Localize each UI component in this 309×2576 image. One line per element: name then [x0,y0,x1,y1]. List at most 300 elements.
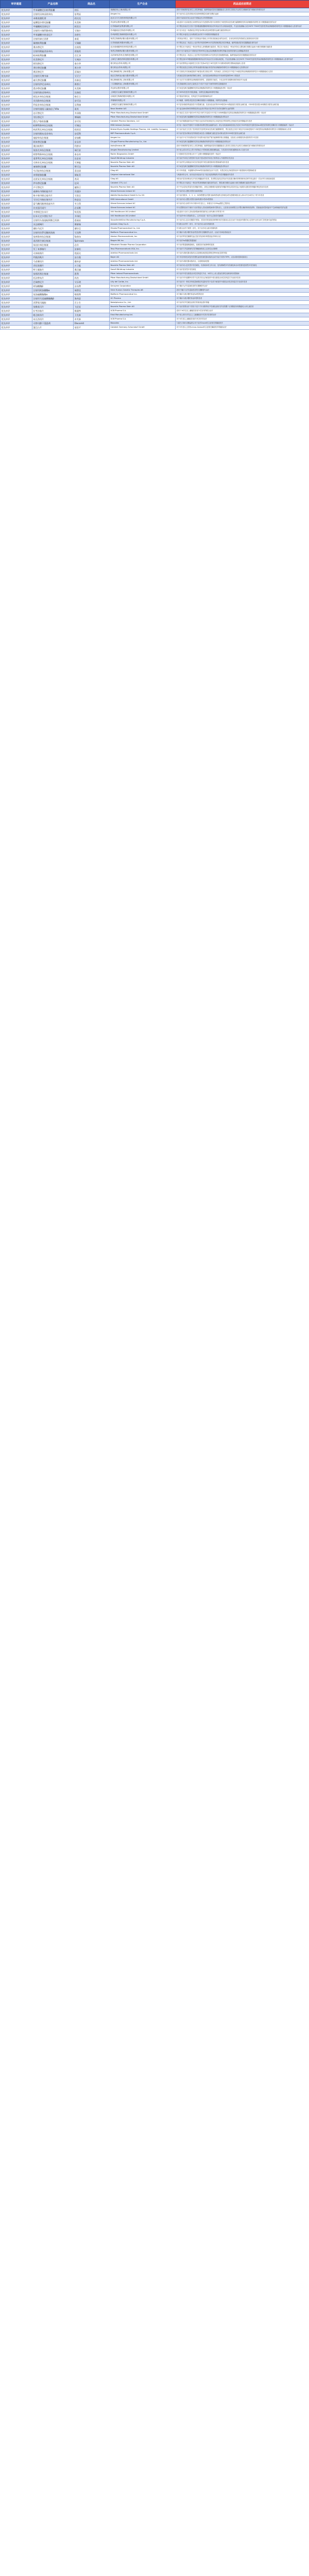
cell-manufacturer: Alexion Pharmaceuticals, Inc. [110,235,176,239]
table-row [1,177,309,181]
cell-description: 用于治疗对一种或多种改善病情抗风湿药疗效不佳或不耐受的中重度活动性类风湿关节炎成年患者 [176,280,309,284]
cell-brand: 韦立得 [74,202,110,206]
table-row [1,313,309,317]
table-row [1,74,309,78]
cell-category: 优先审评 [1,173,32,177]
table-row [1,181,309,185]
cell-brand: 安泰坦 [74,247,110,251]
cell-product: 托法替布片 [32,276,74,280]
cell-brand: 贝美纳 [74,87,110,91]
table-row [1,66,309,70]
cell-manufacturer: 再鼎医药(上海)有限公司 [110,8,176,12]
cell-category: 优先审评 [1,190,32,194]
table-row [1,309,309,313]
table-row [1,165,309,169]
table-row [1,264,309,268]
cell-description: 本品适用于此前接受过克唑替尼治疗后进展的或者对克唑替尼不耐受的间变性淋巴瘤激酶阳性的局部晚期或转移性非小细胞肺癌患者的治疗 [176,21,309,25]
cell-brand: 泽普生 [74,33,110,37]
cell-product: 注射用贝林妥欧单抗 [32,12,74,16]
table-row [1,103,309,107]
cell-product: 来那度胺胶囊 [32,173,74,177]
table-row [1,33,309,37]
cell-manufacturer: UCB Pharma S.A. [110,317,176,321]
cell-manufacturer: 基石药业(苏州)有限公司 [110,62,176,66]
cell-category: 优先审评 [1,120,32,124]
cell-category: 优先审评 [1,66,32,70]
cell-manufacturer: 前沿生物药业(南京)股份有限公司 [110,74,176,78]
header-row [1,1,309,8]
cell-manufacturer: Cilag AG [110,177,176,181]
cell-description: 用于治疗雄激素剥夺治疗失败后无症状或有轻微症状且未接受化疗的转移性去势抵抗性前列腺癌成年患者 [176,120,309,124]
cell-description: 适用于至少接受过2个系统化疗的HER2过表达局部晚期或转移性胃癌(包括胃食管结合部腺癌)的患者 [176,49,309,54]
cell-category: 优先审评 [1,54,32,58]
table-row [1,49,309,54]
cell-product: 纳武利尤单抗注射液 [32,128,74,132]
cell-product: 利妥昔单抗注射液 [32,103,74,107]
table-row [1,16,309,21]
table-row [1,12,309,16]
table-row [1,62,309,66]
cell-product: 诺西那生钠注射液 [32,239,74,243]
cell-category: 优先审评 [1,321,32,326]
cell-category: 优先审评 [1,21,32,25]
table-row [1,276,309,280]
cell-brand: 沃瑞沙 [74,70,110,74]
cell-manufacturer: Catalent Germany Schorndorf GmbH [110,326,176,330]
table-row [1,218,309,223]
cell-product: 司来帕格片 [32,251,74,256]
table-row [1,82,309,87]
cell-brand: 可瑞达 [74,124,110,128]
cell-description: 适用于确诊为法布雷病患者的长期酶替代治疗 [176,289,309,293]
cell-description: 用于治疗不可手术切除或者手术切除可能导致严重功能障碍的骨巨细胞瘤，包括成人和骨骼发育成熟的青少年患者 [176,136,309,140]
cell-product: 注射用维布妥昔单抗 [32,132,74,136]
cell-product: 依洛尤单抗注射液 [32,148,74,152]
cell-brand: 安加维 [74,136,110,140]
table-row [1,161,309,165]
cell-category: 优先审评 [1,297,32,301]
cell-description: 用于既往至少接受过一种治疗的套细胞淋巴瘤患者的治疗，慢性淋巴细胞白血病/小淋巴细胞淋巴瘤患者的治疗 [176,181,309,185]
cell-manufacturer: Teva Pharmaceuticals USA, Inc. [110,247,176,251]
table-row [1,169,309,173]
cell-product: 德拉马尼片 [32,227,74,231]
cell-brand: 卓芙泰 [74,317,110,321]
cell-description: 与卡铂和依托泊苷联合用于广泛期小细胞肺癌患者的一线治疗 [176,152,309,157]
cell-brand: 泰吉华 [74,62,110,66]
cell-brand: 多伟托 [74,214,110,218]
cell-brand: 安可坦 [74,120,110,124]
cell-description: 与氯巴占和丙戊酸盐联合用于治疗Dravet综合征相关的癫痫发作 [176,321,309,326]
cell-product: 富马酸丙酚替诺福韦片 [32,202,74,206]
cell-product: 赛沃替尼片 [32,70,74,74]
cell-manufacturer: BioMarin Pharmaceutical Inc. [110,231,176,235]
cell-manufacturer: Eisai Manufacturing Ltd. [110,313,176,317]
cell-category: 优先审评 [1,181,32,185]
cell-product: 西尼莫德片 [32,264,74,268]
cell-brand: 海芮思 [74,297,110,301]
table-row [1,268,309,272]
cell-manufacturer: ViiV Healthcare UK Limited [110,214,176,218]
cell-manufacturer: Novartis Pharma Stein AG [110,185,176,190]
cell-description: 用于既往至少接受过一种治疗的成人套细胞淋巴瘤患者，既往至少接受过一种治疗的成人慢性淋巴细胞白血病/小淋巴细胞淋巴瘤患者 [176,45,309,49]
cell-product: 甲磺酸阿美替尼片 [32,25,74,29]
cell-category: 优先审评 [1,276,32,280]
cell-brand: 法布赞 [74,284,110,289]
cell-brand: 宜诺凯 [74,45,110,49]
cell-description: 用于术后持续性或复发性慢性血栓栓塞性肺动脉高压或不能手术的CTEPH，以及动脉性肺动脉高压 [176,256,309,260]
cell-product: 氟唑帕利胶囊 [32,41,74,45]
cell-description: 用于4岁及以上癫痫患者部分性发作的治疗 [176,317,309,321]
cell-manufacturer: Biogen MA Inc. [110,239,176,243]
cell-manufacturer: Sanofi Winthrop Industrie [110,268,176,272]
cell-category: 优先审评 [1,223,32,227]
cell-manufacturer: 荣昌生物制药(烟台)股份有限公司 [110,49,176,54]
cell-product: 拉米夫定多替拉韦片 [32,214,74,218]
table-row [1,214,309,218]
cell-description: 用于间变性淋巴瘤激酶阳性的局部晚期或转移性的非小细胞肺癌患者的治疗 [176,140,309,144]
cell-product: 比克恩丙诺片 [32,206,74,210]
table-body [1,8,309,330]
cell-brand: Spinraza [74,239,110,243]
cell-brand: 贝美纳 [74,21,110,25]
cell-product: 氯巴占片 [32,326,74,330]
cell-category: 优先审评 [1,115,32,120]
cell-brand: 斯耐瑞 [74,223,110,227]
cell-description: 用于治疗肌萎缩侧索硬化，延缓患者功能障碍的进展 [176,243,309,247]
cell-product: 地舒单抗注射液 [32,136,74,140]
cell-category: 优先审评 [1,202,32,206]
cell-description: 用于治疗符合系统治疗或光疗指征的中度至重度斑块状银屑病的成年患者 [176,161,309,165]
table-row [1,223,309,227]
cell-category: 优先审评 [1,103,32,107]
table-row [1,256,309,260]
cell-category: 优先审评 [1,33,32,37]
cell-description: 用于晚期、转移性或复发性非鳞状细胞非小细胞肺癌，转移性结直肠癌 [176,99,309,103]
cell-brand: 傲朴舒 [74,260,110,264]
cell-category: 优先审评 [1,198,32,202]
cell-brand: 绥美凯 [74,210,110,214]
cell-category: 优先审评 [1,247,32,251]
cell-brand: 艾而赞 [74,231,110,235]
cell-product: 奥布替尼片 [32,45,74,49]
cell-manufacturer: Gilead Sciences Ireland UC [110,206,176,210]
cell-description: 适用于局部治疗成人轻至中度稳定性寻常型银屑病 [176,16,309,21]
cell-description: 适用于铂敏感的复发性上皮性卵巢癌、输卵管癌或原发性腹膜癌成人患者在含铂化疗达到完全缓解或部分缓解后的维持治疗 [176,144,309,148]
cell-product: 注射用拉罗尼酶浓溶液 [32,231,74,235]
cell-brand: 飞尼妥 [74,305,110,309]
cell-manufacturer: Catalent CTS, LLC [110,181,176,185]
cell-manufacturer: 上海艾力斯医药科技股份有限公司 [110,58,176,62]
cell-manufacturer: Roche Diagnostics GmbH [110,152,176,157]
cell-manufacturer: BSP Pharmaceuticals S.p.A. [110,132,176,136]
cell-category: 优先审评 [1,210,32,214]
cell-product: 阿达木单抗注射液 [32,95,74,99]
cell-brand: 诺其 [74,107,110,111]
cell-manufacturer: Novartis Pharma Stein AG [110,161,176,165]
cell-product: 本维莫德乳膏 [32,16,74,21]
table-row [1,132,309,136]
cell-description: 用于治疗成人复发或难治性前体B细胞急性淋巴细胞白血病 [176,12,309,16]
cell-product: 特立氟胺片 [32,268,74,272]
cell-description: 用于治疗与亨廷顿病有关的舞蹈病和成人迟发性运动障碍 [176,247,309,251]
cell-manufacturer: 北京文丰天济医药科技有限公司 [110,16,176,21]
cell-category: 优先审评 [1,264,32,268]
cell-manufacturer: 苏州盛迪亚生物医药有限公司 [110,29,176,33]
table-row [1,21,309,25]
cell-manufacturer: Genzyme Corporation [110,284,176,289]
cell-description: 用于治疗动脉性肺动脉高压以延缓疾病进展及降低因PAH而住院的风险 [176,251,309,256]
cell-manufacturer: 和记黄埔医药(上海)有限公司 [110,70,176,74]
header-brand: 商品名 [74,1,110,8]
cell-description: 用于既往经表皮生长因子受体酪氨酸激酶抑制剂治疗时或治疗后出现疾病进展，并且经检测确认存在EGFR T790M突变阳性的局部晚期或转移性非小细胞肺癌成人患者的治疗 [176,25,309,29]
table-row [1,317,309,321]
cell-description: 用于治疗成人复杂性腹腔内感染、医院获得性肺炎和呼吸机相关性肺炎以及在治疗方案选择有限的成人患者中治疗由革兰阴性菌引起的感染 [176,218,309,223]
table-row [1,185,309,190]
cell-description: 用于至少经过二线系统化疗的复发或难治性经典型霍奇金淋巴瘤患者的治疗 [176,29,309,33]
table-row [1,227,309,231]
cell-category: 优先审评 [1,305,32,309]
cell-brand: 艾瑞颐 [74,41,110,45]
cell-manufacturer: Pfizer Manufacturing Deutschland GmbH [110,111,176,115]
cell-brand: 则乐 [74,8,110,12]
cell-manufacturer: Amgen Inc. [110,136,176,140]
table-row [1,124,309,128]
cell-product: 伏美替尼片 [32,58,74,62]
table-row [1,210,309,214]
cell-manufacturer: Celgene International Sàrl [110,173,176,177]
table-row [1,115,309,120]
cell-product: 利奥西呱片 [32,256,74,260]
cell-category: 优先审评 [1,260,32,264]
cell-description: 用于无法手术切除的局部晚期或转移性、进展期非功能性、分化良好的非胰腺来源的神经内分泌瘤 [176,78,309,82]
cell-product: 阿加糖酶β [32,284,74,289]
table-row [1,289,309,293]
cell-brand: 安圣莎 [74,140,110,144]
cell-category: 优先审评 [1,177,32,181]
cell-description: 用于成人或12岁以上青少年的纯合子型家族性高胆固醇血症，与饮食疗法和其他降低LDL-C治疗合用 [176,148,309,152]
cell-description: 用于确诊为黏多糖贮积症I型患者的长期酶替代治疗，以治疗非神经系统症状 [176,231,309,235]
table-row [1,206,309,210]
cell-category: 优先审评 [1,70,32,74]
cell-product: 多替阿巴拉米片 [32,210,74,214]
table-row [1,284,309,289]
cell-category: 优先审评 [1,157,32,161]
cell-brand: 兆珂 [74,177,110,181]
cell-brand: 赛普汀 [74,82,110,87]
cell-category: 优先审评 [1,37,32,41]
cell-manufacturer: Sanofi Winthrop Industrie [110,157,176,161]
cell-category: 优先审评 [1,25,32,29]
cell-manufacturer: Bayer AG [110,256,176,260]
page [0,0,309,330]
cell-manufacturer: AstraZeneca AB [110,144,176,148]
cell-product: 奥拉帕利片 [32,144,74,148]
cell-category: 优先审评 [1,239,32,243]
cell-brand: 欣比克 [74,16,110,21]
cell-product: 拉考沙胺片 [32,309,74,313]
cell-manufacturer: AbbVie Deutschland GmbH & Co. KG [110,194,176,198]
table-row [1,29,309,33]
cell-category: 优先审评 [1,12,32,16]
table-row [1,260,309,264]
cell-description: 用于既往接受过含铂化疗的转染重排基因融合阳性的局部晚期或转移性非小细胞肺癌成人患者的治疗 [176,66,309,70]
cell-category: 优先审评 [1,8,32,12]
cell-category: 优先审评 [1,313,32,317]
cell-manufacturer: Novartis Pharma Stein AG [110,165,176,169]
cell-description: 与地塞米松合用，治疗此前未经治疗且不适合接受移植的多发性骨髓瘤成年患者 [176,173,309,177]
cell-brand: Diacomit [74,321,110,326]
cell-manufacturer: Gilead Sciences Ireland UC [110,190,176,194]
table-row [1,157,309,161]
cell-manufacturer: 贝达药业股份有限公司 [110,21,176,25]
table-row [1,41,309,45]
cell-description: 用于治疗阵发性睡眠性血红蛋白尿症和非典型溶血尿毒综合征 [176,235,309,239]
cell-brand: 艾瑞卡 [74,29,110,33]
table-row [1,136,309,140]
cell-brand: 瑞复美 [74,173,110,177]
cell-manufacturer: MSD Ireland (Carlow) [110,124,176,128]
cell-category: 优先审评 [1,169,32,173]
cell-description: 用于既往未接受过全身系统性治疗的不可切除肝细胞癌患者 [176,33,309,37]
table-row [1,251,309,256]
cell-description: 用于既往经EGFR酪氨酸激酶抑制剂治疗时或治疗后出现疾病进展，并且经检测确认存在EGFR T790M突变阳性的局部晚期或转移性非小细胞肺癌成人患者的治疗 [176,58,309,62]
table-row [1,247,309,251]
header-product: 产品名称 [32,1,74,8]
table-row [1,111,309,115]
cell-category: 优先审评 [1,214,32,218]
table-row [1,239,309,243]
cell-category: 优先审评 [1,74,32,78]
cell-description: 用于治疗成人复发型多发性硬化，包括临床孤立综合征、复发缓解型多发性硬化和活动性继发进展型多发性硬化 [176,264,309,268]
table-row [1,8,309,12]
table-row [1,128,309,132]
table-row [1,95,309,99]
cell-product: 依维莫司片 [32,305,74,309]
cell-product: 依库珠单抗注射液 [32,235,74,239]
cell-product: 吡仑帕奈片 [32,313,74,317]
cell-category: 优先审评 [1,301,32,305]
cell-brand: 达必妥 [74,157,110,161]
table-row [1,297,309,301]
cell-brand: 安吉奥 [74,256,110,260]
cell-manufacturer: MSD International GmbH [110,198,176,202]
cell-product: 劳拉替尼片 [32,115,74,120]
cell-description: 用于治疗动脉性肺动脉高压，以延缓疾病进展 [176,260,309,264]
cell-description: 与长春瑞滨联合治疗已接受过1个或多个化疗方案的转移性乳腺癌患者 [176,82,309,87]
cell-brand: 百汇泽 [74,54,110,58]
cell-brand: 优拓比 [74,251,110,256]
cell-product: 注射用维迪西妥单抗 [32,49,74,54]
cell-category: 优先审评 [1,140,32,144]
cell-description: 用于治疗复发型多发性硬化 [176,268,309,272]
cell-manufacturer: Mitsubishi Tanabe Pharma Corporation [110,243,176,247]
cell-description: 用于治疗外用处方药控制不佳或不建议使用外用处方药的成人中重度特应性皮炎 [176,157,309,161]
cell-manufacturer: Lilly del Caribe, Inc. [110,280,176,284]
cell-product: 艾尔巴韦格拉瑞韦片 [32,198,74,202]
cell-manufacturer: Amgen Manufacturing Limited [110,148,176,152]
cell-brand: 艾可宁 [74,74,110,78]
cell-product: 注射用重组人凝血因子VIIa [32,107,74,111]
cell-product: 注射用卡瑞利珠单抗 [32,29,74,33]
cell-manufacturer: 北京诺诚健华医药科技有限公司 [110,45,176,49]
cell-category: 优先审评 [1,227,32,231]
table-row [1,152,309,157]
header-category: 审评通道 [1,1,32,8]
cell-product: 伊布替尼胶囊 [32,181,74,185]
cell-category: 优先审评 [1,124,32,128]
cell-product: 依洛硫酸酯酶α [32,293,74,297]
cell-category: 优先审评 [1,206,32,210]
cell-product: 索凡替尼胶囊 [32,78,74,82]
cell-manufacturer: GlaxoSmithKline Manufacturing S.p.A. [110,218,176,223]
cell-brand: 汉曲优 [74,91,110,95]
cell-description: 用于治疗成人和青少年(年龄12岁及以上，体重至少为35kg)慢性乙型肝炎 [176,202,309,206]
cell-brand: 艾弗沙 [74,58,110,62]
cell-category: 优先审评 [1,107,32,111]
table-row [1,235,309,239]
cell-category: 优先审评 [1,251,32,256]
cell-brand: 欧狄沃 [74,128,110,132]
cell-product: 帕博利珠单抗注射液 [32,124,74,128]
cell-category: 优先审评 [1,194,32,198]
cell-brand: 苏泰达 [74,78,110,82]
cell-manufacturer: 江苏豪森药业集团有限公司 [110,25,176,29]
cell-manufacturer: ViiV Healthcare UK Limited [110,210,176,214]
cell-product: 乌司奴单抗注射液 [32,169,74,173]
cell-category: 优先审评 [1,62,32,66]
cell-description: 用于治疗复发或难治性的系统性间变性大细胞淋巴瘤及复发或难治性的CD30阳性霍奇金淋巴瘤 [176,132,309,136]
cell-category: 优先审评 [1,243,32,247]
cell-category: 优先审评 [1,289,32,293]
cell-description: 与其他抗逆转录病毒药物联合使用，治疗经抗病毒药物治疗仍有病毒复制的HIV-1感染者 [176,74,309,78]
cell-manufacturer: Bristol-Myers Squibb Holdings Pharma, Ltd. Liability Company [110,128,176,132]
cell-description: 用于强直性脊柱炎、类风湿关节炎和银屑病的治疗 [176,95,309,99]
cell-manufacturer: 江苏恒瑞医药股份有限公司 [110,41,176,45]
cell-brand: 必存 [74,243,110,247]
cell-manufacturer: 和记黄埔医药(上海)有限公司 [110,78,176,82]
cell-brand: 格乐立 [74,95,110,99]
cell-product: 盐酸恩沙替尼胶囊 [32,21,74,25]
table-row [1,91,309,95]
cell-manufacturer: Pfizer Manufacturing Deutschland GmbH [110,115,176,120]
cell-description: 用于治疗结节性硬化症相关的面部血管纤维瘤 [176,301,309,305]
table-row [1,280,309,284]
cell-category: 优先审评 [1,95,32,99]
cell-category: 优先审评 [1,58,32,62]
cell-description: 用于含铂化疗后疾病进展或不耐受标准含铂化疗的、具有间质-上皮转化因子外显子14跳变的局部晚期或转移性非小细胞肺癌成人患者 [176,70,309,74]
cell-description: 用于确诊为黏多糖贮积症IVA型的患者 [176,293,309,297]
cell-category: 优先审评 [1,41,32,45]
cell-brand: Soliris [74,235,110,239]
cell-product: 阿来替尼胶囊 [32,140,74,144]
cell-brand: 德尔巴 [74,227,110,231]
cell-description: 用于血友病A或B伴抑制物患者出血发作的治疗及外科手术或有创操作出血的预防 [176,107,309,111]
cell-brand: 恩利 [74,272,110,276]
table-row [1,25,309,29]
cell-manufacturer: Pfizer Ireland Pharmaceuticals [110,272,176,276]
cell-brand: 喜达诺 [74,169,110,173]
table-row [1,148,309,152]
cell-description: 用于中危或高危的原发性骨髓纤维化、真性红细胞增多症继发的骨髓纤维化或原发性血小板增多症继发的骨髓纤维化的成年患者 [176,185,309,190]
cell-description: 用于间变性淋巴瘤激酶阳性的局部晚期或转移性非小细胞肺癌患者的治疗 [176,115,309,120]
cell-description: 作为联合治疗方案的一部分，用于治疗成人耐多药肺结核 [176,227,309,231]
cell-manufacturer: Novartis Pharma Stein AG [110,264,176,268]
cell-description: 用于治疗表皮生长因子受体基因突变阴性和间变性淋巴瘤激酶阴性、既往接受过含铂方案化疗后疾病进展或不可耐受的局部晚期或转移性非小细胞肺癌成人患者 [176,128,309,132]
cell-category: 优先审评 [1,235,32,239]
cell-category: 优先审评 [1,111,32,115]
table-row [1,326,309,330]
cell-brand: 可善挺 [74,161,110,165]
